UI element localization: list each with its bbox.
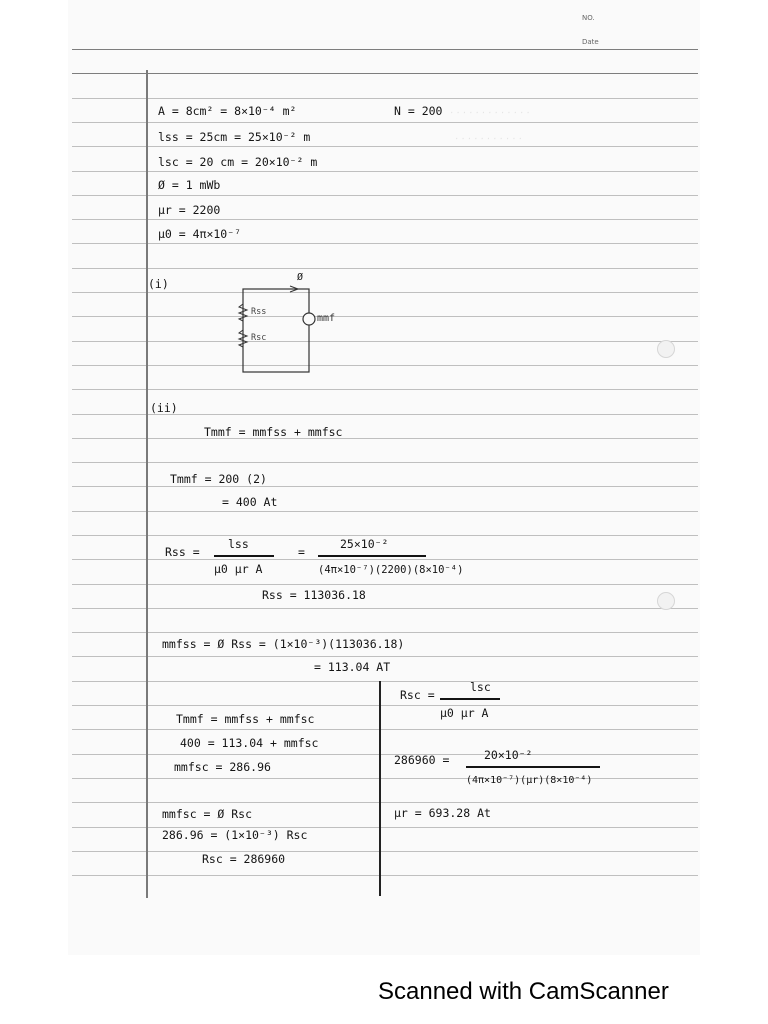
ruled-line: [72, 656, 698, 657]
mmfsc-substitution: 286.96 = (1×10⁻³) Rsc: [162, 828, 308, 842]
total-mmf-equation: Tmmf = mmfss + mmfsc: [204, 425, 343, 439]
ruled-line: [72, 341, 698, 342]
equals-sign: =: [298, 545, 305, 559]
mmfss-equation: mmfss = Ø Rss = (1×10⁻³)(113036.18): [162, 637, 405, 651]
given-turns: N = 200: [394, 104, 443, 118]
ruled-line: [72, 438, 698, 439]
ruled-line: [72, 681, 698, 682]
fraction-bar: [214, 555, 274, 557]
ruled-line: [72, 802, 698, 803]
total-mmf-result: = 400 At: [222, 495, 278, 509]
given-area: A = 8cm² = 8×10⁻⁴ m²: [158, 104, 297, 118]
rss-value: Rss = 113036.18: [262, 588, 366, 602]
rsc-lhs: Rsc =: [400, 688, 435, 702]
rss-lhs: Rss =: [165, 545, 200, 559]
ruled-line: [72, 389, 698, 390]
ruled-line: [72, 705, 698, 706]
total-mmf-value: Tmmf = 200 (2): [170, 472, 267, 486]
rss-numerator-value: 25×10⁻²: [340, 537, 389, 551]
ruled-line: [72, 584, 698, 585]
date-label: Date: [582, 38, 599, 46]
ruled-line: [72, 632, 698, 633]
mmf-source-label: mmf: [317, 313, 336, 324]
bleed-through: · · · · · · · · · · · · ·: [449, 108, 531, 119]
ruled-line: [72, 146, 698, 147]
mu-r-result: μr = 693.28 At: [394, 806, 491, 820]
fraction-bar: [440, 698, 500, 700]
ruled-line: [72, 462, 698, 463]
fraction-bar: [318, 555, 426, 557]
mmfsc-value: mmfsc = 286.96: [174, 760, 271, 774]
ruled-line: [72, 49, 698, 50]
ruled-line: [72, 219, 698, 220]
tmmf-sum: Tmmf = mmfss + mmfsc: [176, 712, 315, 726]
ruled-line: [72, 316, 698, 317]
ruled-line: [72, 511, 698, 512]
ruled-line: [72, 98, 698, 99]
part-ii-label: (ii): [150, 401, 178, 415]
rsc-denominator: μ0 μr A: [440, 706, 489, 720]
ruled-line: [72, 73, 698, 74]
tmmf-substitution: 400 = 113.04 + mmfsc: [180, 736, 319, 750]
given-lss: lss = 25cm = 25×10⁻² m: [158, 130, 311, 144]
ruled-line: [72, 754, 698, 755]
ruled-line: [72, 171, 698, 172]
mu-r-numerator: 20×10⁻²: [484, 748, 533, 762]
ruled-line: [72, 608, 698, 609]
ruled-line: [72, 535, 698, 536]
ruled-line: [72, 365, 698, 366]
ruled-line: [72, 851, 698, 852]
ruled-line: [72, 268, 698, 269]
ruled-line: [72, 122, 698, 123]
mmfsc-equation: mmfsc = Ø Rsc: [162, 807, 253, 821]
rsc-value: Rsc = 286960: [202, 852, 286, 866]
ruled-line: [72, 195, 698, 196]
given-mu-0: μ0 = 4π×10⁻⁷: [158, 227, 242, 241]
rss-numerator: lss: [228, 537, 249, 551]
rss-denominator: μ0 μr A: [214, 562, 263, 576]
flux-label: Ø: [297, 272, 304, 283]
rss-resistor-label: Rss: [251, 307, 267, 317]
ruled-line: [72, 778, 698, 779]
part-i-label: (i): [148, 277, 169, 291]
mu-r-denominator: (4π×10⁻⁷)(μr)(8×10⁻⁴): [466, 775, 593, 786]
rsc-resistor-label: Rsc: [251, 333, 267, 343]
fraction-bar: [466, 766, 600, 768]
margin-line: [146, 70, 148, 898]
rss-denominator-value: (4π×10⁻⁷)(2200)(8×10⁻⁴): [318, 564, 464, 576]
ruled-line: [72, 875, 698, 876]
camscanner-watermark: Scanned with CamScanner: [378, 978, 669, 1005]
ruled-line: [72, 729, 698, 730]
ruled-line: [72, 486, 698, 487]
no-label: NO.: [582, 14, 595, 22]
mmfss-result: = 113.04 AT: [314, 660, 391, 674]
mu-r-equation-lhs: 286960 =: [394, 753, 450, 767]
given-lsc: lsc = 20 cm = 20×10⁻² m: [158, 155, 318, 169]
binder-hole: [657, 340, 675, 358]
given-mu-r: μr = 2200: [158, 203, 221, 217]
bleed-through: · · · · · · · · · · ·: [454, 134, 523, 145]
ruled-line: [72, 292, 698, 293]
rsc-numerator: lsc: [470, 680, 491, 694]
ruled-line: [72, 243, 698, 244]
column-divider: [379, 681, 381, 896]
ruled-line: [72, 559, 698, 560]
binder-hole: [657, 592, 675, 610]
given-flux: Ø = 1 mWb: [158, 178, 221, 192]
